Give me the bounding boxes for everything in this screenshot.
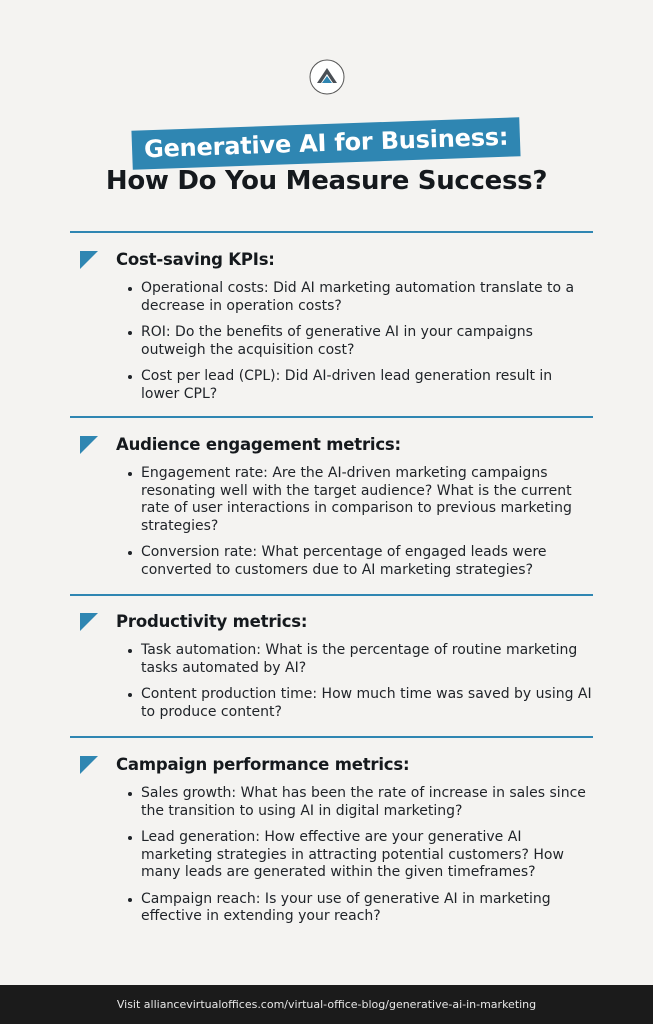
triangle-bullet-icon [80,436,98,454]
list-item: Content production time: How much time was saved by using AI to produce content? [124,686,594,721]
section-list [124,465,594,588]
section-divider [70,594,593,596]
section-title: Productivity metrics: [116,612,308,631]
list-item: ROI: Do the benefits of generative AI in your campaigns outweigh the acquisition cost? [124,324,594,359]
section-title: Cost-saving KPIs: [116,250,275,269]
triangle-bullet-icon [80,613,98,631]
section-divider [70,416,593,418]
triangle-bullet-icon [80,756,98,774]
alliance-logo-icon [309,59,345,95]
section-list [124,785,594,935]
list-item: Lead generation: How effective are your generative AI marketing strategies in attracting potential customers? How many leads are generated within the given timeframes? [124,829,594,882]
page-title: How Do You Measure Success? [105,166,548,196]
section-header [80,250,275,269]
list-item: Sales growth: What has been the rate of increase in sales since the transition to using AI in digital marketing? [124,785,594,820]
footer-bar [0,985,653,1024]
list-item: Task automation: What is the percentage of routine marketing tasks automated by AI? [124,642,594,677]
section-header [80,612,307,631]
section-divider [70,231,593,233]
triangle-bullet-icon [80,251,98,269]
section-divider [70,736,593,738]
section-title: Campaign performance metrics: [116,755,410,774]
section-list [124,642,594,730]
footer-link-text[interactable]: Visit alliancevirtualoffices.com/virtual-office-blog/generative-ai-in-marketing [116,998,537,1011]
list-item: Engagement rate: Are the AI-driven marketing campaigns resonating well with the target audience? What is the current rate of user interactions in comparison to previous marketing strategies? [124,465,594,535]
section-header [80,755,409,774]
list-item: Cost per lead (CPL): Did AI-driven lead generation result in lower CPL? [124,368,594,403]
section-header [80,435,401,454]
section-title: Audience engagement metrics: [116,435,401,454]
list-item: Operational costs: Did AI marketing automation translate to a decrease in operation costs? [124,280,594,315]
section-list [124,280,594,412]
title-highlight: Generative AI for Business: [132,117,521,170]
list-item: Campaign reach: Is your use of generative AI in marketing effective in extending your reach? [124,891,594,926]
list-item: Conversion rate: What percentage of engaged leads were converted to customers due to AI marketing strategies? [124,544,594,579]
title-highlight-wrap [0,124,653,163]
